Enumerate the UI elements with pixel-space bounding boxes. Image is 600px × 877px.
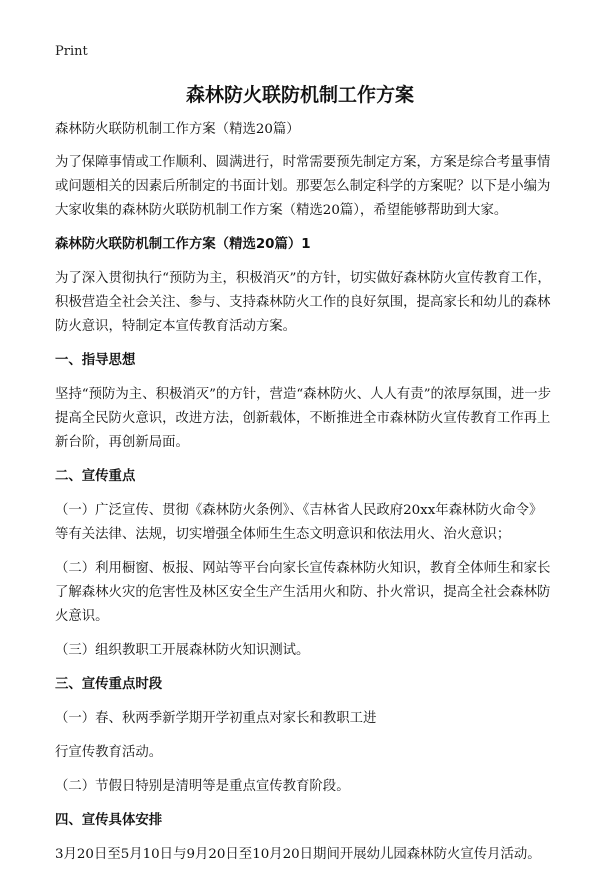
intro-paragraph: 为了保障事情或工作顺利、圆满进行，时常需要预先制定方案，方案是综合考量事情或问题相关的因素后所制定的书面计划。那要怎么制定科学的方案呢？以下是小编为大家收集的森林防火联防机制工作方案（精选20篇），希望能够帮助到大家。: [55, 155, 551, 218]
heading-guiding-ideology: 一、指导思想: [55, 353, 136, 368]
heading-publicity-focus: 二、宣传重点: [55, 469, 136, 484]
paragraph-focus-2: （二）利用橱窗、板报、网站等平台向家长宣传森林防火知识，教育全体师生和家长了解森林火灾的危害性及林区安全生产生活用火和防、扑火常识，提高全社会森林防火意识。: [55, 561, 551, 624]
subtitle: 森林防火联防机制工作方案（精选20篇）: [55, 122, 300, 137]
heading-key-periods: 三、宣传重点时段: [55, 677, 163, 692]
paragraph-period-1: （一）春、秋两季新学期开学初重点对家长和教职工进: [55, 711, 377, 726]
print-link[interactable]: Print: [55, 44, 88, 59]
heading-specific-arrangements: 四、宣传具体安排: [55, 813, 163, 828]
document-body: [55, 118, 552, 877]
paragraph-arrangement-1: 3月20日至5月10日与9月20日至10月20日期间开展幼儿园森林防火宣传月活动。: [55, 847, 541, 862]
paragraph-focus-1: （一）广泛宣传、贯彻《森林防火条例》、《吉林省人民政府20xx年森林防火命令》等有关法律、法规，切实增强全体师生生态文明意识和依法用火、治火意识；: [55, 503, 543, 542]
page-title: 森林防火联防机制工作方案: [185, 84, 414, 106]
paragraph-guiding-ideology: 坚持“预防为主、积极消灭”的方针，营造“森林防火、人人有责”的浓厚氛围，进一步提高全民防火意识，改进方法，创新载体，不断推进全市森林防火宣传教育工作再上新台阶，再创新局面。: [55, 387, 552, 450]
paragraph-period-1-continued: 行宣传教育活动。: [55, 745, 163, 760]
paragraph-focus-3: （三）组织教职工开展森林防火知识测试。: [55, 643, 310, 658]
section-heading: 森林防火联防机制工作方案（精选20篇）1: [55, 237, 311, 252]
section-intro-paragraph: 为了深入贯彻执行“预防为主，积极消灭”的方针，切实做好森林防火宣传教育工作，积极营造全社会关注、参与、支持森林防火工作的良好氛围，提高家长和幼儿的森林防火意识，特制定本宣传教育活动方案。: [55, 271, 551, 334]
paragraph-period-2: （二）节假日特别是清明等是重点宣传教育阶段。: [55, 779, 350, 794]
